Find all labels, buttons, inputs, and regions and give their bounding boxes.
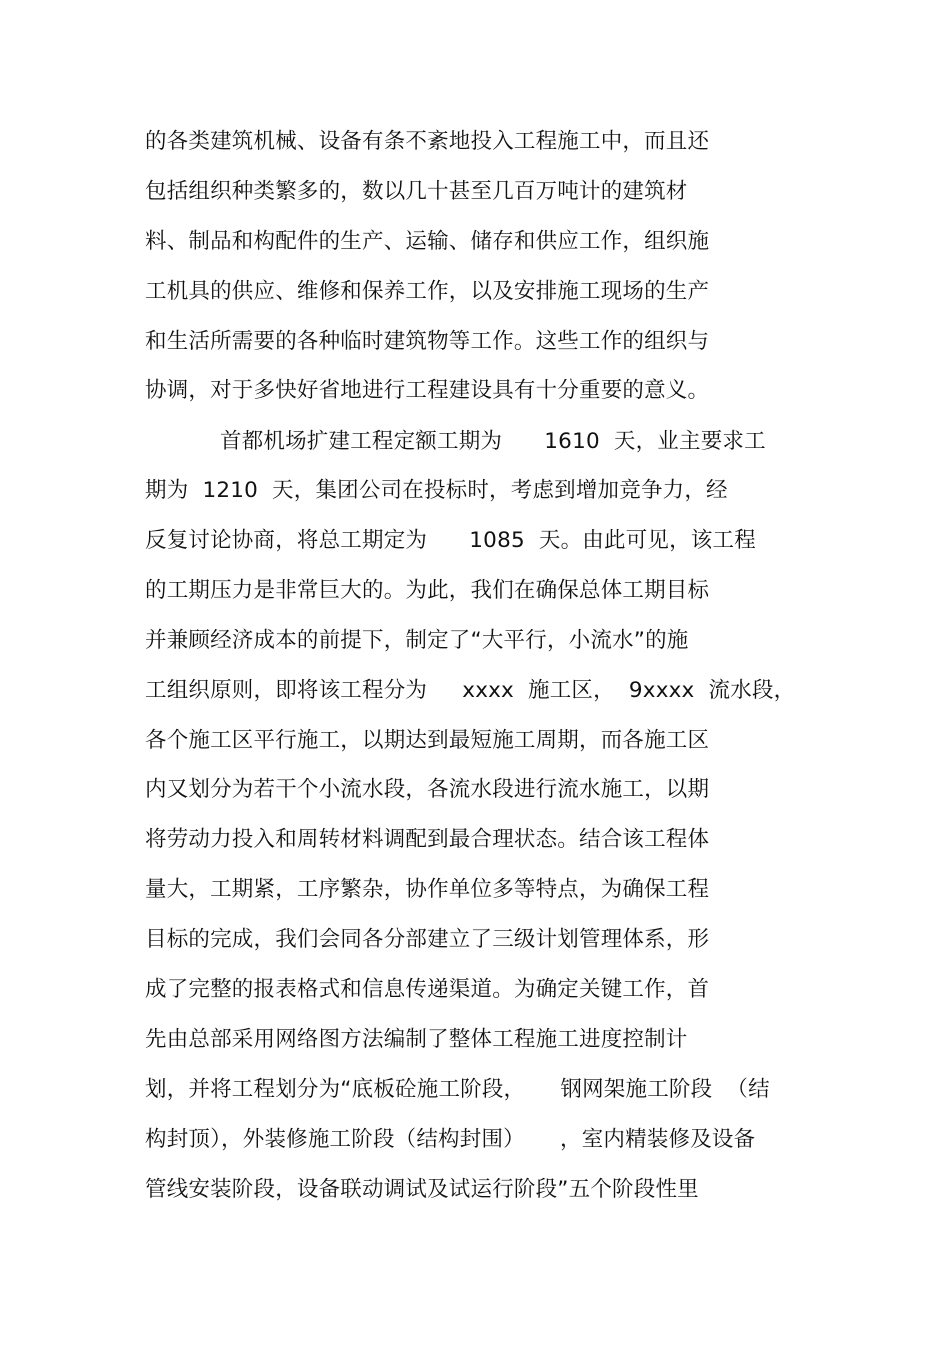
text-line: 先由总部采用网络图方法编制了整体工程施工进度控制计 — [145, 1027, 688, 1052]
text-line: 工组织原则，即将该工程分为 xxxx 施工区， 9xxxx 流水段， — [145, 678, 796, 703]
text-line: 期为 1210 天，集团公司在投标时，考虑到增加竞争力，经 — [145, 478, 728, 503]
text-line: 目标的完成，我们会同各分部建立了三级计划管理体系，形 — [145, 927, 710, 952]
text-line: 的工期压力是非常巨大的。为此，我们在确保总体工期目标 — [145, 578, 710, 603]
text-line: 包括组织种类繁多的，数以几十甚至几百万吨计的建筑材 — [145, 179, 688, 204]
text-line: 划，并将工程划分为“底板砼施工阶段， 钢网架施工阶段 （结 — [145, 1077, 770, 1102]
text-line: 料、制品和构配件的生产、运输、储存和供应工作，组织施 — [145, 229, 710, 254]
text-line: 构封顶），外装修施工阶段（结构封围） ，室内精装修及设备 — [145, 1127, 756, 1152]
text-line: 各个施工区平行施工，以期达到最短施工周期，而各施工区 — [145, 728, 710, 753]
text-line: 成了完整的报表格式和信息传递渠道。为确定关键工作，首 — [145, 977, 710, 1002]
text-line: 反复讨论协商，将总工期定为 1085 天。由此可见，该工程 — [145, 528, 756, 553]
text-line: 工机具的供应、维修和保养工作，以及安排施工现场的生产 — [145, 279, 710, 304]
text-line: 并兼顾经济成本的前提下，制定了“大平行，小流水”的施 — [145, 628, 689, 653]
text-line: 首都机场扩建工程定额工期为 1610 天，业主要求工 — [220, 429, 766, 454]
text-line: 内又划分为若干个小流水段，各流水段进行流水施工，以期 — [145, 777, 710, 802]
text-line: 的各类建筑机械、设备有条不紊地投入工程施工中，而且还 — [145, 129, 710, 154]
text-line: 协调，对于多快好省地进行工程建设具有十分重要的意义。 — [145, 378, 710, 403]
text-line: 量大，工期紧，工序繁杂，协作单位多等特点，为确保工程 — [145, 877, 710, 902]
text-line: 管线安装阶段，设备联动调试及试运行阶段”五个阶段性里 — [145, 1177, 699, 1202]
text-line: 将劳动力投入和周转材料调配到最合理状态。结合该工程体 — [145, 827, 710, 852]
text-line: 和生活所需要的各种临时建筑物等工作。这些工作的组织与 — [145, 329, 710, 354]
